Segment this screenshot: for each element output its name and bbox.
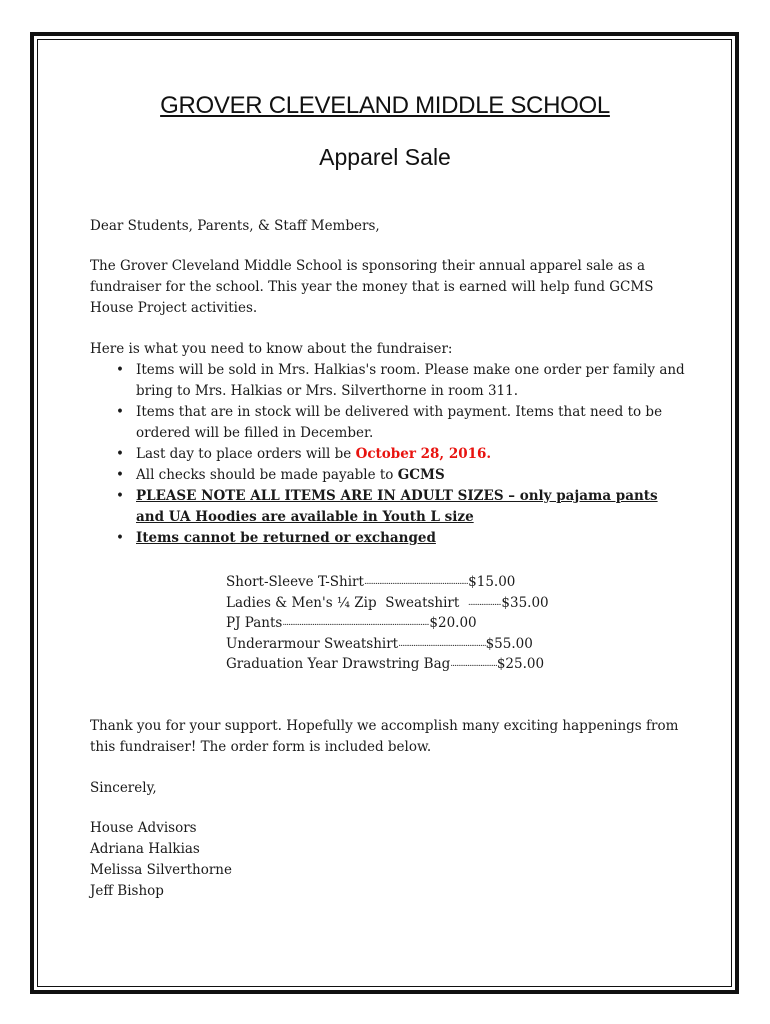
list-item [90, 360, 690, 402]
price-value: $25.00 [496, 656, 545, 672]
bullet-icon: • [116, 362, 124, 378]
return-policy: Items cannot be returned or exchanged [136, 530, 436, 546]
bullet-icon: • [116, 446, 124, 462]
price-row [226, 593, 549, 614]
signature-line: Jeff Bishop [90, 883, 164, 899]
list-item [90, 486, 690, 528]
size-note: PLEASE NOTE ALL ITEMS ARE IN ADULT SIZES – only pajama pants and UA Hoodies are available in Youth L size [136, 488, 658, 525]
price-item: Underarmour Sweatshirt [226, 635, 399, 652]
bullet-text: Items will be sold in Mrs. Halkias's room. Please make one order per family and bring to Mrs. Halkias or Mrs. Silverthorne in room 311. [136, 362, 685, 399]
school-title: GROVER CLEVELAND MIDDLE SCHOOL [160, 92, 610, 119]
bullet-text: All checks should be made payable to [136, 467, 398, 483]
price-row [226, 654, 549, 675]
list-item [90, 465, 690, 486]
signature-block [90, 818, 232, 902]
price-item: Ladies & Men's ¼ Zip Sweatshirt [226, 594, 468, 611]
bullet-icon: • [116, 404, 124, 420]
signature-line: House Advisors [90, 820, 197, 836]
payee-name: GCMS [397, 467, 445, 483]
thanks-paragraph: Thank you for your support. Hopefully we accomplish many exciting happenings from this fundraiser! The order form is included below. [90, 718, 679, 755]
bullet-icon: • [116, 488, 124, 504]
price-row [226, 613, 549, 634]
price-value: $20.00 [429, 615, 477, 631]
bullet-text: Last day to place orders will be [136, 446, 356, 462]
closing: Sincerely, [90, 780, 157, 796]
intro-paragraph: The Grover Cleveland Middle School is sponsoring their annual apparel sale as a fundraiser for the school. This year the money that is earned will help fund GCMS House Project activities. [90, 258, 654, 316]
price-value: $15.00 [468, 574, 516, 590]
price-leader: ............................................................................... [282, 618, 430, 628]
price-item: Short-Sleeve T-Shirt [226, 574, 364, 590]
price-leader: ......................... [450, 659, 497, 669]
price-leader: .................. [467, 597, 502, 608]
signature-line: Melissa Silverthorne [90, 862, 232, 878]
price-row [226, 634, 549, 655]
sale-subtitle: Apparel Sale [319, 144, 451, 170]
list-item [90, 528, 690, 549]
signature-line: Adriana Halkias [90, 841, 200, 857]
deadline-date: October 28, 2016. [355, 446, 492, 462]
bullet-icon: • [116, 530, 124, 546]
price-leader: ............................................... [398, 638, 486, 649]
price-value: $35.00 [501, 594, 549, 611]
price-row [226, 572, 549, 593]
price-item: Graduation Year Drawstring Bag [226, 656, 451, 672]
price-value: $55.00 [485, 635, 533, 652]
bullet-text: Items that are in stock will be delivered with payment. Items that need to be ordered will be filled in December. [136, 404, 663, 441]
info-list [90, 360, 690, 549]
info-intro: Here is what you need to know about the fundraiser: [90, 341, 453, 357]
list-item [90, 444, 690, 465]
price-item: PJ Pants [226, 615, 283, 631]
price-leader: ........................................................ [363, 577, 469, 587]
bullet-icon: • [116, 467, 124, 483]
greeting: Dear Students, Parents, & Staff Members, [90, 218, 380, 234]
list-item [90, 402, 690, 444]
price-list [226, 572, 549, 675]
